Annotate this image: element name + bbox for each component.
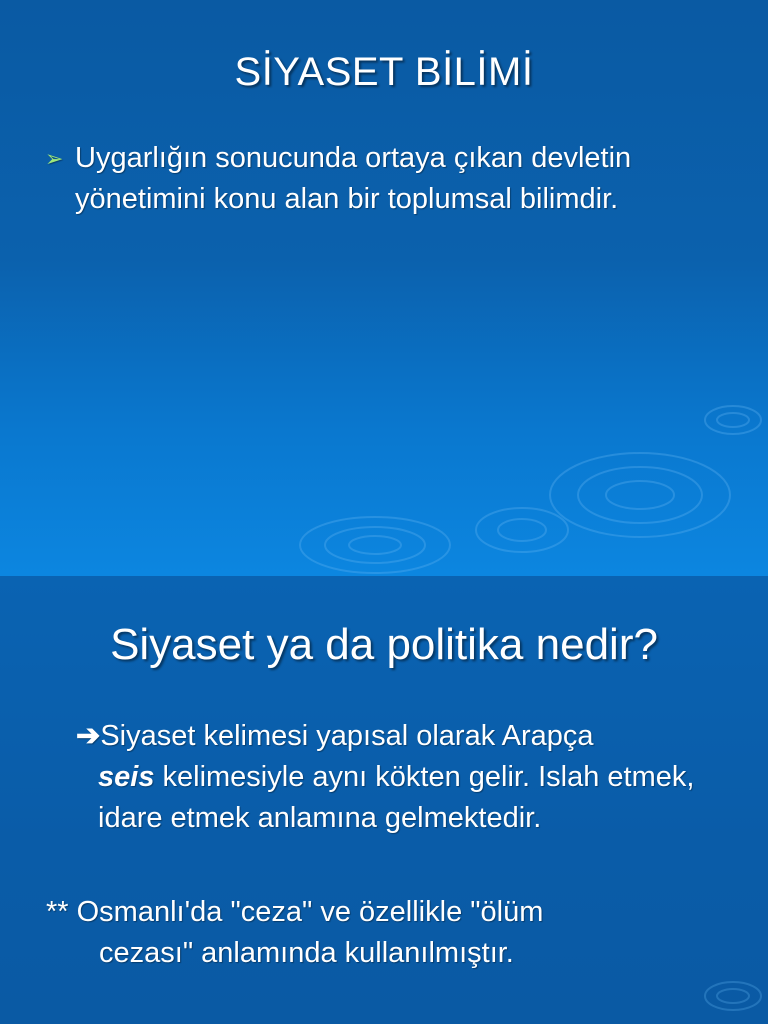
note-line-2: cezası" anlamında kullanılmıştır. [99,937,514,969]
paragraph-continuation [76,757,716,839]
note-paragraph [46,892,726,974]
right-arrow-icon: ➔ [76,720,101,752]
paragraph-text-rest: kelimesiyle aynı kökten gelir. Islah etmek, idare etmek anlamına gelmektedir. [98,761,695,834]
arrow-bullet-icon: ➢ [45,146,64,171]
paragraph-text-start: Siyaset kelimesi yapısal olarak Arapça [100,720,594,752]
emphasized-word: seis [98,761,155,793]
slide-title: SİYASET BİLİMİ [234,50,534,94]
arrow-paragraph [76,716,716,839]
bullet-item [45,138,735,220]
slide-title: Siyaset ya da politika nedir? [110,620,658,669]
slide-2 [0,576,768,1024]
bullet-text: Uygarlığın sonucunda ortaya çıkan devletin yönetimini konu alan bir toplumsal bilimdir. [75,142,632,215]
note-line-1: ** Osmanlı'da "ceza" ve özellikle "ölüm [46,896,544,928]
